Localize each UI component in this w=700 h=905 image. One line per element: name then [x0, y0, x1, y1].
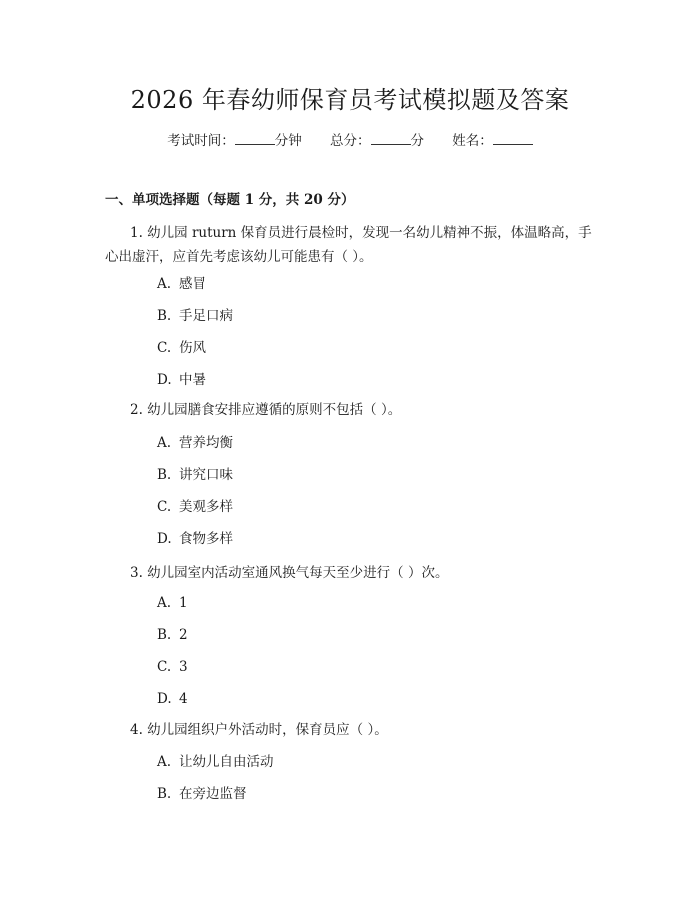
option-item: [157, 657, 188, 677]
option-text: 伤风: [179, 340, 206, 356]
question-stem: 3. 幼儿园室内活动室通风换气每天至少进行（ ）次。: [130, 565, 449, 581]
score-label: 总分：: [330, 133, 371, 149]
option-letter: B.: [157, 627, 172, 643]
question-stem: 4. 幼儿园组织户外活动时，保育员应（ ）。: [130, 722, 388, 738]
option-item: [157, 784, 247, 804]
option-item: [157, 338, 206, 358]
option-item: [157, 306, 233, 326]
name-blank: [493, 132, 533, 145]
option-text: 1: [179, 595, 188, 611]
time-blank: [235, 132, 275, 145]
option-text: 食物多样: [179, 531, 233, 547]
option-item: [157, 625, 188, 645]
option-text: 营养均衡: [179, 435, 233, 451]
option-item: [157, 529, 233, 549]
exam-meta: [0, 131, 700, 151]
score-unit: 分: [410, 133, 424, 149]
time-label: 考试时间：: [167, 133, 235, 149]
score-field: [330, 131, 424, 151]
option-text: 2: [179, 627, 188, 643]
option-letter: B.: [157, 467, 172, 483]
question-stem: 1. 幼儿园 ruturn 保育员进行晨检时，发现一名幼儿精神不振，体温略高，手心出虚汗，应首先考虑该幼儿可能患有（ ）。: [105, 225, 592, 265]
name-label: 姓名：: [452, 133, 493, 149]
time-field: [167, 131, 302, 151]
option-text: 手足口病: [179, 308, 233, 324]
section-title: 一、单项选择题（每题 1 分，共 20 分）: [105, 192, 355, 208]
option-text: 中暑: [179, 372, 206, 388]
option-text: 美观多样: [179, 499, 233, 515]
option-letter: C.: [157, 659, 172, 675]
option-item: [157, 370, 206, 390]
option-text: 感冒: [179, 276, 206, 292]
option-text: 3: [179, 659, 188, 675]
option-text: 讲究口味: [179, 467, 233, 483]
option-letter: C.: [157, 499, 172, 515]
option-letter: A.: [157, 754, 172, 770]
option-letter: B.: [157, 786, 172, 802]
option-item: [157, 752, 274, 772]
option-letter: A.: [157, 435, 172, 451]
score-blank: [371, 132, 411, 145]
option-letter: D.: [157, 531, 172, 547]
option-item: [157, 433, 233, 453]
question-stem: 2. 幼儿园膳食安排应遵循的原则不包括（ ）。: [130, 402, 402, 418]
option-text: 让幼儿自由活动: [179, 754, 274, 770]
option-item: [157, 497, 233, 517]
option-text: 4: [179, 691, 188, 707]
option-item: [157, 274, 206, 294]
time-unit: 分钟: [274, 133, 302, 149]
option-letter: D.: [157, 691, 172, 707]
page-title: 2026 年春幼师保育员考试模拟题及答案: [130, 86, 570, 114]
option-letter: D.: [157, 372, 172, 388]
option-item: [157, 689, 188, 709]
option-text: 在旁边监督: [179, 786, 247, 802]
option-letter: A.: [157, 276, 172, 292]
option-letter: A.: [157, 595, 172, 611]
option-letter: B.: [157, 308, 172, 324]
name-field: [452, 131, 533, 151]
option-item: [157, 593, 188, 613]
option-item: [157, 465, 233, 485]
option-letter: C.: [157, 340, 172, 356]
